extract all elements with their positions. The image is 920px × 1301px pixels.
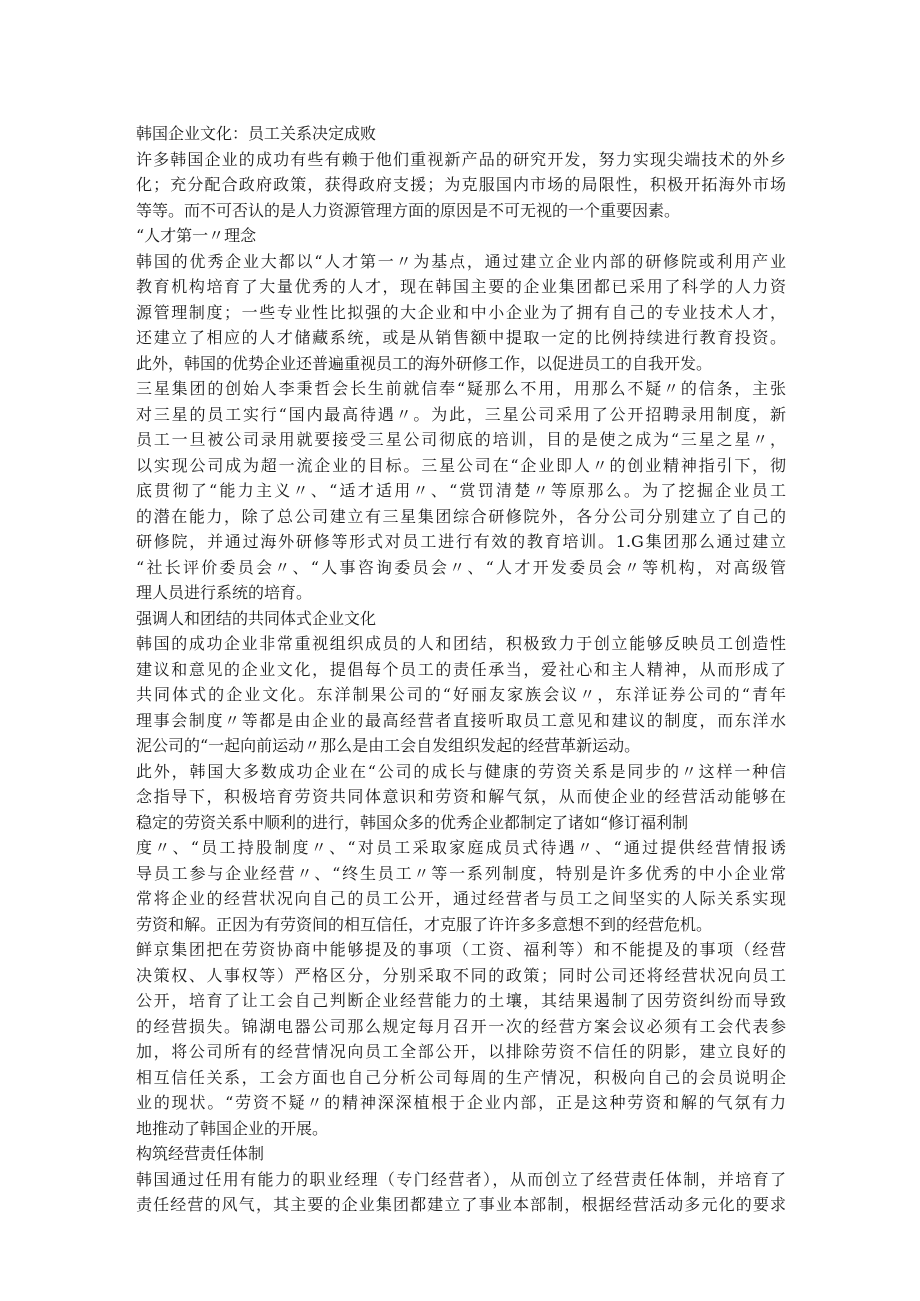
paragraph-line: 度〃、“员工持股制度〃、“对员工采取家庭成员式待遇〃、“通过提供经营情报诱: [136, 838, 786, 857]
paragraph-line: 劳资和解。正因为有劳资间的相互信任，才克服了许许多多意想不到的经营危机。: [136, 914, 713, 934]
section-heading: 强调人和团结的共同体式企业文化: [136, 608, 377, 628]
section-heading: 构筑经营责任体制: [136, 1144, 265, 1163]
paragraph-line: 教育机构培育了大量优秀的人才，现在韩国主要的企业集团都已采用了科学的人力资: [136, 277, 786, 296]
paragraph-line: 员工一旦被公司录用就要接受三星公司彻底的培训，目的是使之成为“三星之星〃，: [136, 430, 786, 449]
paragraph-line: 等等。而不可否认的是人力资源管理方面的原因是不可无视的一个重要因素。: [136, 200, 681, 220]
paragraph-line: 理事会制度〃等都是由企业的最高经营者直接听取员工意见和建议的制度，而东洋水: [136, 710, 786, 730]
paragraph-line: 相互信任关系，工会方面也自己分析公司每周的生产情况，积极向自己的会员说明企: [136, 1067, 786, 1087]
paragraph-line: 鲜京集团把在劳资协商中能够提及的事项（工资、福利等）和不能提及的事项（经营: [136, 940, 786, 959]
paragraph-line: 此外，韩国的优势企业还普遍重视员工的海外研修工作，以促进员工的自我开发。: [136, 353, 713, 373]
paragraph-line: 的经营损失。锦湖电器公司那么规定每月召开一次的经营方案会议必须有工会代表参: [136, 1016, 786, 1036]
paragraph-line: “社长评价委员会〃、“人事咨询委员会〃、“人才开发委员会〃等机构，对高级管: [136, 557, 786, 577]
section-heading: “人才第一〃理念: [136, 226, 257, 245]
paragraph-line: 韩国通过任用有能力的职业经理（专门经营者），从而创立了经营责任体制，并培育了: [136, 1169, 786, 1189]
paragraph-line: 决策权、人事权等）严格区分，分别采取不同的政策；同时公司还将经营状况向员工: [136, 965, 786, 985]
paragraph-line: 还建立了相应的人才储藏系统，或是从销售额中提取一定的比例持续进行教育投资。: [136, 328, 786, 347]
paragraph-line: 责任经营的风气，其主要的企业集团都建立了事业本部制，根据经营活动多元化的要求: [136, 1195, 786, 1214]
paragraph-line: 化；充分配合政府政策，获得政府支援；为克服国内市场的局限性，积极开拓海外市场: [136, 175, 786, 194]
paragraph-line: 对三星的员工实行“国内最高待遇〃。为此，三星公司采用了公开招聘录用制度，新: [136, 404, 786, 424]
paragraph-line: 导员工参与企业经营〃、“终生员工〃等一系列制度，特别是许多优秀的中小企业常: [136, 863, 786, 883]
paragraph-line: 念指导下，积极培育劳资共同体意识和劳资和解气氛，从而使企业的经营活动能够在: [136, 787, 786, 806]
paragraph-line: 三星集团的创始人李秉哲会长生前就信奉“疑那么不用，用那么不疑〃的信条，主张: [136, 379, 786, 398]
paragraph-line: 地推动了韩国企业的开展。: [136, 1118, 329, 1138]
document-title: 韩国企业文化：员工关系决定成败: [136, 124, 377, 143]
paragraph-line: 理人员进行系统的培育。: [136, 583, 313, 602]
paragraph-line: 共同体式的企业文化。东洋制果公司的“好丽友家族会议〃，东洋证券公司的“青年: [136, 685, 786, 704]
paragraph-line: 以实现公司成为超一流企业的目标。三星公司在“企业即人〃的创业精神指引下，彻: [136, 455, 786, 475]
paragraph-line: 韩国的成功企业非常重视组织成员的人和团结，积极致力于创立能够反映员工创造性: [136, 634, 786, 653]
paragraph-line: 研修院，并通过海外研修等形式对员工进行有效的教育培训。1.G集团那么通过建立: [136, 532, 786, 551]
paragraph-line: 许多韩国企业的成功有些有赖于他们重视新产品的研究开发，努力实现尖端技术的外乡: [136, 149, 786, 169]
paragraph-line: 公开，培育了让工会自己判断企业经营能力的土壤，其结果遏制了因劳资纠纷而导致: [136, 991, 786, 1010]
paragraph-line: 韩国的优秀企业大都以“人才第一〃为基点，通过建立企业内部的研修院或利用产业: [136, 251, 786, 271]
paragraph-line: 源管理制度；一些专业性比拟强的大企业和中小企业为了拥有自己的专业技术人才，: [136, 302, 786, 322]
paragraph-line: 建议和意见的企业文化，提倡每个员工的责任承当，爱社心和主人精神，从而形成了: [136, 659, 786, 679]
paragraph-line: 常将企业的经营状况向自己的员工公开，通过经营者与员工之间坚实的人际关系实现: [136, 889, 786, 908]
paragraph-line: 泥公司的“一起向前运动〃那么是由工会自发组织发起的经营革新运动。: [136, 736, 641, 755]
document-body: [136, 121, 786, 1218]
paragraph-line: 业的现状。“劳资不疑〃的精神深深植根于企业内部，正是这种劳资和解的气氛有力: [136, 1093, 786, 1112]
paragraph-line: 稳定的劳资关系中顺利的进行，韩国众多的优秀企业都制定了诸如“修订福利制: [136, 812, 689, 832]
paragraph-line: 加，将公司所有的经营情况向员工全部公开，以排除劳资不信任的阴影，建立良好的: [136, 1042, 786, 1061]
paragraph-line: 底贯彻了“能力主义〃、“适才适用〃、“赏罚清楚〃等原那么。为了挖掘企业员工: [136, 481, 786, 500]
paragraph-line: 此外，韩国大多数成功企业在“公司的成长与健康的劳资关系是同步的〃这样一种信: [136, 761, 786, 781]
paragraph-line: 的潜在能力，除了总公司建立有三星集团综合研修院外，各分公司分别建立了自己的: [136, 506, 786, 526]
